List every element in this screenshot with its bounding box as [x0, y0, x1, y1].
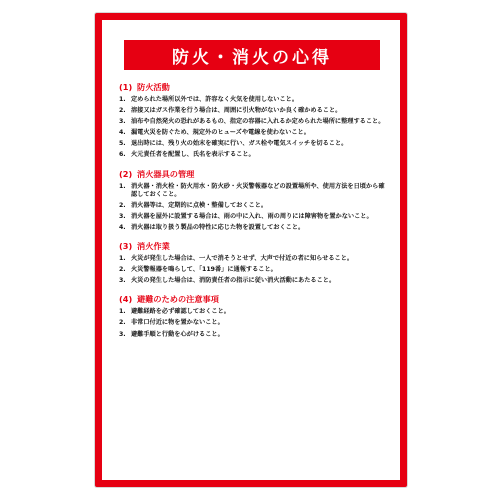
section-fire-prevention [119, 82, 387, 160]
section-heading [119, 82, 387, 92]
item-number: 3. [119, 277, 126, 285]
item-number: 2. [119, 107, 126, 115]
section-number: (1) [119, 82, 133, 92]
item-text: 消火器を屋外に設置する場合は、雨の中に入れ、雨の周りには障害物を置かないこと。 [131, 212, 373, 220]
item-number: 3. [119, 212, 126, 220]
item-number: 3. [119, 330, 126, 338]
item-number: 2. [119, 266, 126, 274]
list-item [119, 183, 387, 199]
item-text: 火災警報器を鳴らして、「119番」に通報すること。 [131, 266, 277, 274]
list-item [119, 202, 387, 210]
item-text: 消火器・消火栓・防火用水・防火砂・火災警報器などの設置場所や、使用方法を日頃から確認しておくこと。 [131, 182, 385, 198]
item-number: 4. [119, 223, 126, 231]
item-number: 5. [119, 140, 126, 148]
list-item [119, 308, 387, 316]
item-number: 3. [119, 118, 126, 126]
section-heading [119, 169, 387, 179]
safety-sign [95, 13, 407, 487]
sign-title: 防火・消火の心得 [124, 40, 380, 70]
item-number: 1. [119, 96, 126, 103]
item-text: 退出時には、残り火の始末を確実に行い、ガス栓や電気スイッチを切ること。 [131, 140, 348, 148]
list-item [119, 213, 387, 221]
list-item [119, 129, 387, 137]
item-number: 2. [119, 201, 126, 209]
item-text: 漏電火災を防ぐため、規定外のヒューズや電線を使わないこと。 [131, 129, 310, 137]
section-title: 避難のための注意事項 [137, 294, 219, 305]
item-text: 消火器等は、定期的に点検・整備しておくこと。 [131, 201, 268, 209]
section-evacuation [119, 294, 387, 338]
item-number: 1. [119, 182, 126, 190]
item-text: 油布や自然発火の恐れがあるもの、指定の容器に入れるか定められた場所に整理すること。 [131, 118, 385, 126]
item-text: 消火器は取り扱う製品の特性に応じた物を設置しておくこと。 [131, 223, 305, 231]
list-item [119, 96, 387, 104]
item-number: 1. [119, 255, 126, 263]
item-number: 2. [119, 319, 126, 327]
section-title: 防火活動 [137, 82, 170, 92]
item-text: 定められた場所以外では、許容なく火気を使用しないこと。 [131, 96, 299, 103]
item-text: 溶接又はガス作業を行う場合は、周囲に引火物がないか良く確かめること。 [131, 107, 342, 115]
section-number: (3) [119, 241, 133, 252]
section-number: (2) [119, 168, 133, 179]
item-text: 避難経路を必ず確認しておくこと。 [131, 308, 230, 316]
section-heading [119, 294, 387, 304]
section-firefighting [119, 241, 387, 285]
list-item [119, 140, 387, 148]
section-number: (4) [119, 294, 133, 305]
list-item [119, 266, 387, 274]
item-number: 6. [119, 151, 126, 159]
section-title: 消火器具の管理 [137, 168, 195, 179]
item-text: 火災が発生した場合は、一人で消そうとせず、大声で付近の者に知らせること。 [131, 255, 354, 263]
list-item [119, 118, 387, 126]
section-title: 消火作業 [137, 241, 170, 252]
item-text: 避難手順と行動を心がけること。 [131, 330, 224, 338]
item-text: 火元責任者を配置し、氏名を表示すること。 [131, 151, 255, 159]
list-item [119, 319, 387, 327]
item-number: 4. [119, 129, 126, 137]
sign-content [119, 82, 387, 348]
list-item [119, 151, 387, 159]
list-item [119, 277, 387, 285]
item-text: 非常口付近に物を置かないこと。 [131, 319, 224, 327]
section-heading [119, 241, 387, 251]
item-text: 火災の発生した場合は、消防責任者の指示に従い消火活動にあたること。 [131, 277, 336, 285]
list-item [119, 331, 387, 339]
list-item [119, 224, 387, 232]
list-item [119, 107, 387, 115]
item-number: 1. [119, 308, 126, 316]
section-extinguisher-management [119, 169, 387, 232]
list-item [119, 255, 387, 263]
